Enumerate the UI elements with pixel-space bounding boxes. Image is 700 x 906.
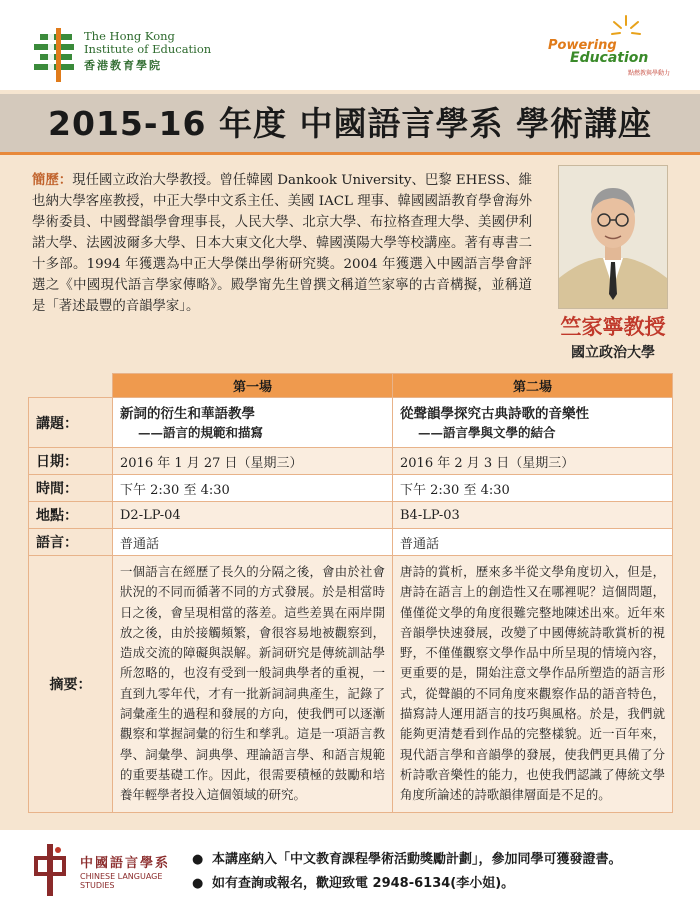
hkied-name-line1: The Hong Kong bbox=[84, 29, 175, 43]
session-1-topic-title: 新詞的衍生和華語教學 bbox=[120, 405, 255, 422]
powering-education-logo bbox=[548, 14, 678, 80]
dept-name-en bbox=[80, 872, 162, 890]
time-label: 時間： bbox=[29, 475, 113, 502]
session-2-topic-subtitle: ——語言學與文學的結合 bbox=[418, 424, 556, 440]
session-2-abstract bbox=[393, 556, 673, 813]
session-2-topic-title: 從聲韻學探究古典詩歌的音樂性 bbox=[400, 405, 589, 422]
hkied-name-line2: Institute of Education bbox=[84, 42, 212, 56]
divider bbox=[0, 152, 700, 155]
page-title: 2015-16 年度 中國語言學系 學術講座 bbox=[48, 104, 652, 143]
speaker-photo bbox=[558, 165, 668, 309]
session-1-abstract bbox=[113, 556, 393, 813]
slogan-education: Education bbox=[570, 50, 649, 66]
dept-name-en-line1: CHINESE LANGUAGE bbox=[80, 872, 163, 881]
session-2-topic bbox=[393, 398, 673, 448]
note-text-2: 如有查詢或報名，歡迎致電 2948-6134(李小姐)。 bbox=[212, 876, 515, 891]
lecture-table bbox=[28, 373, 673, 813]
abstract-label: 摘要： bbox=[29, 556, 113, 813]
session-2-language: 普通話 bbox=[393, 529, 673, 556]
session-2-abstract-text: 唐詩的賞析，歷來多半從文學角度切入，但是，唐詩在語言上的創造性又在哪裡呢？這個問題，僅僅從文學的角度很難完整地陳述出來。近年來音韻學快速發展，改變了中國傳統詩歌賞析的視野，不僅僅觀察文學作品中所呈現的情境內容，更重要的是，開始注意文學作品所塑造的語言形式，從聲韻的不同角度來觀察作品的語音特色，描寫詩人運用語言的技巧與風格。於是，我們就能夠更清楚看到作品的完整樣貌。近一百年來，現代語言學和音韻學的發展，使我們更具備了分析詩歌音樂性的能力，也使我們認識了傳統文學角度所論述的詩歌韻律層面是不足的。 bbox=[400, 564, 665, 803]
session-2-header: 第二場 bbox=[393, 374, 673, 398]
topic-label: 講題： bbox=[29, 398, 113, 448]
language-label: 語言： bbox=[29, 529, 113, 556]
session-1-topic bbox=[113, 398, 393, 448]
slogan-powering: Powering bbox=[548, 38, 617, 53]
speaker-affiliation: 國立政治大學 bbox=[571, 345, 655, 361]
hkied-logo-icon bbox=[30, 28, 78, 82]
language-row bbox=[29, 529, 673, 556]
session-1-header: 第一場 bbox=[113, 374, 393, 398]
speaker-bio bbox=[32, 170, 532, 317]
header bbox=[0, 0, 700, 90]
speaker-name: 竺家寧教授 bbox=[560, 315, 666, 339]
dept-name-en-line2: STUDIES bbox=[80, 881, 115, 890]
session-header-row bbox=[29, 374, 673, 398]
venue-row bbox=[29, 502, 673, 529]
speaker-portrait-icon bbox=[559, 166, 667, 308]
bio-text: 現任國立政治大學教授。曾任韓國 Dankook University、巴黎 EHESS、維也納大學客座教授，中正大學中文系主任、美國 IACL 理事、韓國國語教育學會海外學術委員、中國聲韻學會理事長，人民大學、北京大學、布拉格查理大學、美國伊利諾大學、法國波爾多大學、日本大東文化大學、韓國漢陽大學等校講座。著有專書二十多部。1994 年獲選為中正大學傑出學術研究獎。2004 年獲選入中國語言學會評選之《中國現代語言學家傳略》。殿學甯先生曾撰文稱道竺家寧的古音構擬，並稱道是「著述最豐的音韻學家」。 bbox=[32, 173, 532, 314]
session-2-venue: B4-LP-03 bbox=[393, 502, 673, 529]
hkied-name-zh: 香港教育學院 bbox=[84, 59, 162, 72]
session-1-topic-subtitle: ——語言的規範和描寫 bbox=[138, 424, 264, 440]
slogan-zh: 點燃教與學動力 bbox=[628, 70, 671, 77]
bullet-icon: ● bbox=[192, 876, 204, 891]
corner-cell bbox=[29, 374, 113, 398]
note-item bbox=[190, 848, 690, 872]
session-2-date: 2016 年 2 月 3 日（星期三） bbox=[393, 448, 673, 475]
date-label: 日期： bbox=[29, 448, 113, 475]
dept-name-zh: 中國語言學系 bbox=[80, 856, 171, 871]
session-1-abstract-text: 一個語言在經歷了長久的分隔之後，會由於社會狀況的不同而循著不同的方式發展。於是相當時日之後，會呈現相當的落差。這些差異在兩岸開放之後，由於接觸頻繁，會很容易地被觀察到，造成交流的障礙與誤解。新詞研究是傳統訓詁學所忽略的，也沒有受到一般詞典學者的重視，一直到九零年代，才有一批新詞詞典產生，記錄了詞彙產生的過程和發展的方向，使我們可以逐漸觀察和掌握詞彙的衍生和孳乳。這是一項語言教學、詞彙學、詞典學、理論語言學、和語言規範的重要基礎工作。因此，很需要積極的鼓勵和培養年輕學者投入這個領域的研究。 bbox=[120, 564, 385, 803]
notes-list bbox=[190, 848, 690, 896]
bio-label: 簡歷： bbox=[32, 173, 73, 188]
session-1-date: 2016 年 1 月 27 日（星期三） bbox=[113, 448, 393, 475]
dept-logo-icon bbox=[32, 842, 68, 898]
time-row bbox=[29, 475, 673, 502]
session-1-time: 下午 2:30 至 4:30 bbox=[113, 475, 393, 502]
abstract-row bbox=[29, 556, 673, 813]
venue-label: 地點： bbox=[29, 502, 113, 529]
note-text-1: 本講座納入「中文教育課程學術活動獎勵計劃」，參加同學可獲發證書。 bbox=[212, 852, 622, 867]
footer bbox=[0, 830, 700, 906]
session-1-language: 普通話 bbox=[113, 529, 393, 556]
note-item bbox=[190, 872, 690, 896]
bullet-icon: ● bbox=[192, 852, 204, 867]
hkied-name-en bbox=[84, 30, 211, 56]
date-row bbox=[29, 448, 673, 475]
session-2-time: 下午 2:30 至 4:30 bbox=[393, 475, 673, 502]
topic-row bbox=[29, 398, 673, 448]
session-1-venue: D2-LP-04 bbox=[113, 502, 393, 529]
